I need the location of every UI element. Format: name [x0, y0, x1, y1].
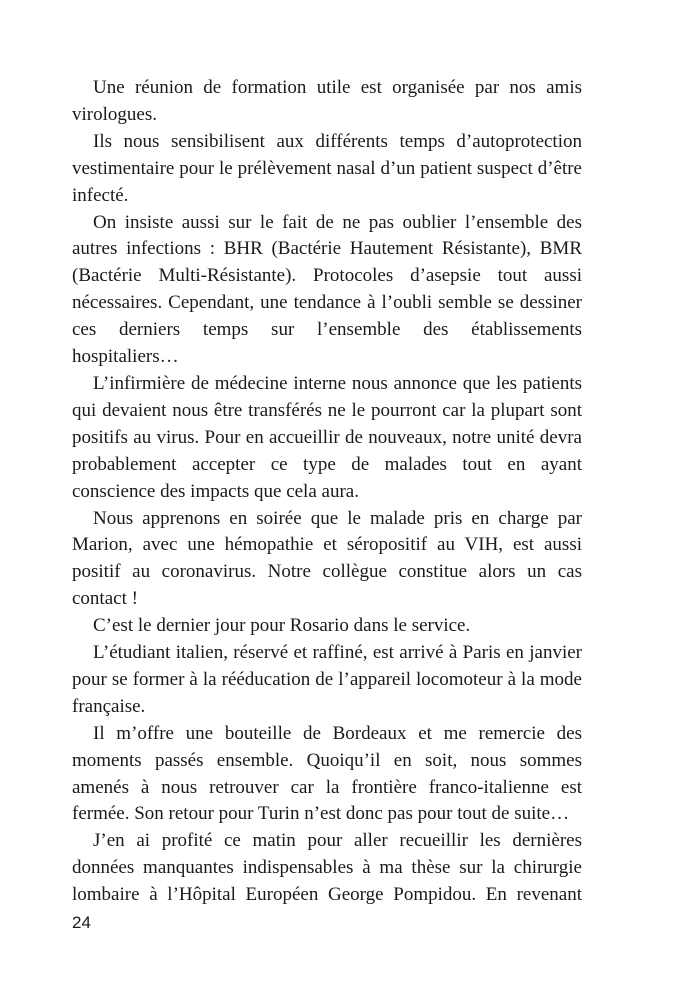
- paragraph-last: J’en ai profité ce matin pour aller recueillir les dernières données manquantes indispensables à ma thèse sur la chirurgie lombaire à l’Hôpital Européen George Pompidou. En revenant: [72, 830, 582, 906]
- paragraph: Ils nous sensibilisent aux différents temps d’autoprotection vestimentaire pour le prélèvement nasal d’un patient suspect d’être infecté.: [72, 130, 582, 206]
- paragraph: L’infirmière de médecine interne nous annonce que les patients qui devaient nous être transférés ne le pourront car la plupart sont positifs au virus. Pour en accueillir de nouveaux, notre unité devra probablement accepter ce type de malades tout en ayant conscience des impacts que cela aura.: [72, 372, 582, 502]
- page-number: 24: [72, 913, 91, 932]
- paragraph: C’est le dernier jour pour Rosario dans le service.: [93, 615, 471, 637]
- paragraph: On insiste aussi sur le fait de ne pas oublier l’ensemble des autres infections : BHR (Bactérie Hautement Résistante), BMR (Bactérie Multi-Résistante). Protocoles d’asepsie tout aussi nécessaires. Cependant, une tendance à l’oubli semble se dessiner ces derniers temps sur l’ensemble des établissements hospitaliers…: [72, 211, 582, 368]
- paragraph: Il m’offre une bouteille de Bordeaux et me remercie des moments passés ensemble. Quoiqu’il en soit, nous sommes amenés à nous retrouver car la frontière franco-italienne est fermée. Son retour pour Turin n’est donc pas pour tout de suite…: [72, 722, 582, 825]
- paragraph: L’étudiant italien, réservé et raffiné, est arrivé à Paris en janvier pour se former à la rééducation de l’appareil locomoteur à la mode française.: [72, 642, 582, 717]
- paragraph: Une réunion de formation utile est organisée par nos amis virologues.: [72, 77, 582, 125]
- paragraph: Nous apprenons en soirée que le malade pris en charge par Marion, avec une hémopathie et séropositif au VIH, est aussi positif au coronavirus. Notre collègue constitue alors un cas contact !: [72, 507, 582, 610]
- body-text: [72, 75, 582, 909]
